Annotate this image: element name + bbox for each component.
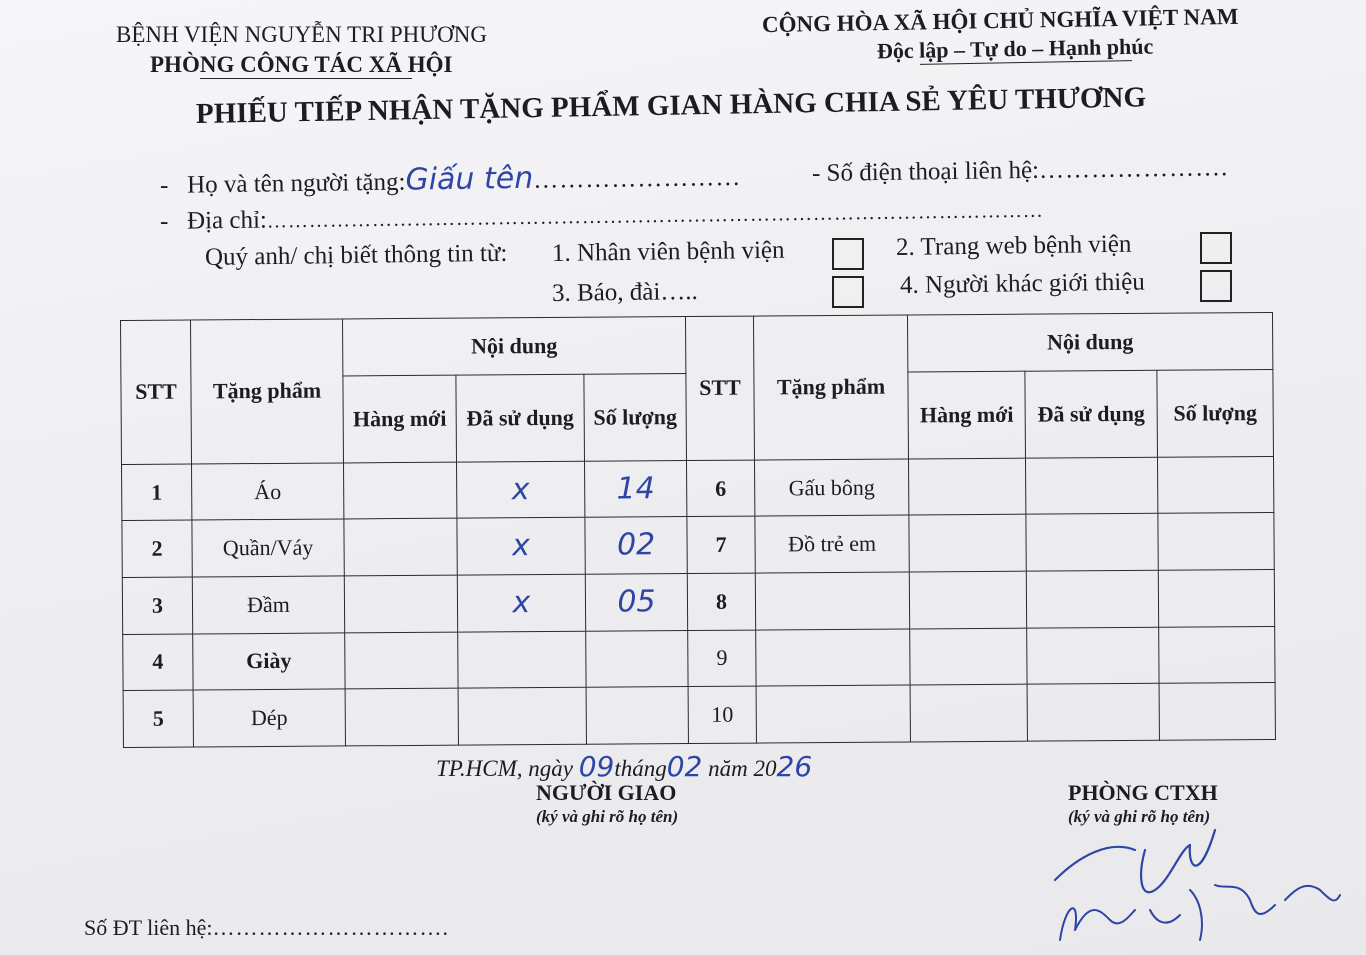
donation-table [120,312,1276,748]
hospital-name: BỆNH VIỆN NGUYỄN TRI PHƯƠNG [116,22,487,47]
row-stt: 2 [122,520,192,577]
address-label: Địa chỉ: [186,206,268,235]
row-qty-cell[interactable] [1158,513,1274,570]
bottom-phone-dots[interactable]: …………………………. [212,915,450,940]
row-new-cell[interactable] [345,688,458,745]
country-name: CỘNG HÒA XÃ HỘI CHỦ NGHĨA VIỆT NAM [761,3,1239,38]
option-1-checkbox[interactable] [832,238,864,270]
table-row [122,569,1274,634]
row-qty[interactable]: 02 [585,517,687,574]
row-item: Quần/Váy [192,519,344,577]
header-content-right: Nội dung [908,312,1273,371]
row-item: Gấu bông [755,459,909,517]
row-used-cell[interactable] [1026,457,1158,515]
row-qty-cell[interactable] [1159,683,1275,741]
address-line [160,196,1044,236]
row-item [755,572,909,630]
national-motto: Độc lập – Tự do – Hạnh phúc [876,33,1154,64]
row-item: Giày [193,633,345,691]
row-new-cell[interactable] [344,462,457,519]
signature-scribble [1040,820,1350,950]
donor-line [160,158,742,201]
row-qty[interactable]: 14 [584,460,686,517]
row-item [756,685,910,743]
office-subtitle: (ký và ghi rõ họ tên) [1068,807,1211,826]
row-stt: 9 [688,630,756,687]
row-qty-cell[interactable] [586,630,688,687]
option-3-label: 3. Báo, đài….. [551,277,698,307]
row-stt: 1 [122,464,192,521]
date-month-label: tháng [614,756,667,781]
table-row [122,456,1274,521]
donor-dots: …………………… [533,163,742,194]
office-title: PHÒNG CTXH [1068,780,1218,805]
row-new-cell[interactable] [909,515,1026,572]
bullet-dash: - [159,171,188,199]
row-item: Đầm [192,576,344,634]
header-used-right: Đã sử dụng [1025,370,1158,458]
row-stt: 6 [687,460,755,517]
row-used-mark[interactable]: x [457,574,585,632]
row-stt: 3 [122,577,192,634]
department-underline [200,78,412,79]
form-title: PHIẾU TIẾP NHẬN TẶNG PHẨM GIAN HÀNG CHIA SẺ YÊU THƯƠNG [195,81,1147,130]
header-content-left: Nội dung [342,317,685,376]
giver-title: NGƯỜI GIAO [536,780,677,805]
row-qty[interactable]: 05 [585,574,687,631]
header-item-left: Tặng phẩm [191,319,344,464]
header-stt-left: STT [121,320,192,464]
row-item [756,629,910,687]
row-new-cell[interactable] [909,458,1026,515]
row-used-cell[interactable] [1027,627,1159,685]
date-year-label: năm 20 [708,756,777,781]
option-3-checkbox[interactable] [832,276,864,308]
row-new-cell[interactable] [910,628,1027,685]
phone-dots[interactable]: …………………. [1038,154,1229,184]
date-year-handwritten[interactable]: 26 [776,750,813,783]
header-qty-left: Số lượng [584,373,687,461]
row-stt: 5 [123,690,193,747]
row-qty-cell[interactable] [1158,569,1274,626]
option-2-label: 2. Trang web bệnh viện [895,230,1132,261]
option-4-label: 4. Người khác giới thiệu [899,268,1145,299]
row-item: Áo [192,463,344,521]
row-used-cell[interactable] [1027,684,1159,742]
giver-subtitle: (ký và ghi rõ họ tên) [536,807,679,826]
row-qty-cell[interactable] [1159,626,1275,683]
address-dots[interactable]: ………………………………………………………………………………………………… [266,199,1045,233]
row-stt: 4 [123,634,193,691]
row-used-cell[interactable] [458,688,586,746]
date-line [436,750,812,783]
row-used-cell[interactable] [458,631,586,689]
bullet-dash: - [159,207,188,235]
header-item-right: Tặng phẩm [754,315,909,460]
header-qty-right: Số lượng [1157,369,1274,457]
option-4-checkbox[interactable] [1200,270,1232,302]
bottom-phone-line [84,915,449,941]
table-row [122,513,1274,578]
department-name: PHÒNG CÔNG TÁC XÃ HỘI [150,52,453,77]
donor-label: Họ và tên người tặng: [186,168,406,199]
header-used-left: Đã sử dụng [456,374,585,462]
date-prefix: TP.HCM, ngày [436,756,573,781]
row-new-cell[interactable] [910,684,1027,742]
donor-name-handwritten[interactable]: Giấu tên [405,160,534,198]
source-label: Quý anh/ chị biết thông tin từ: [204,239,508,271]
row-new-cell[interactable] [345,632,458,689]
phone-line [812,154,1229,188]
date-day-handwritten[interactable]: 09 [578,750,615,783]
row-used-cell[interactable] [1026,570,1158,628]
row-new-cell[interactable] [909,571,1026,628]
row-qty-cell[interactable] [586,687,688,744]
header-stt-right: STT [686,316,755,460]
header-new-right: Hàng mới [908,371,1026,459]
row-qty-cell[interactable] [1158,456,1274,513]
row-stt: 8 [687,573,755,630]
row-used-mark[interactable]: x [457,518,585,576]
row-stt: 10 [688,686,756,743]
option-2-checkbox[interactable] [1200,232,1232,264]
option-1-label: 1. Nhân viên bệnh viện [551,236,785,267]
bottom-phone-label: Số ĐT liên hệ: [84,915,213,940]
row-item: Đồ trẻ em [755,515,909,573]
table-row [123,683,1275,748]
header-new-left: Hàng mới [343,375,457,463]
phone-label: - Số điện thoại liên hệ: [811,156,1040,187]
row-stt: 7 [687,516,755,573]
date-month-handwritten[interactable]: 02 [666,750,703,783]
row-new-cell[interactable] [344,575,457,632]
row-item: Dép [193,689,345,747]
row-used-cell[interactable] [1026,514,1158,572]
table-row [123,626,1275,691]
row-used-mark[interactable]: x [456,461,584,519]
row-new-cell[interactable] [344,518,457,575]
